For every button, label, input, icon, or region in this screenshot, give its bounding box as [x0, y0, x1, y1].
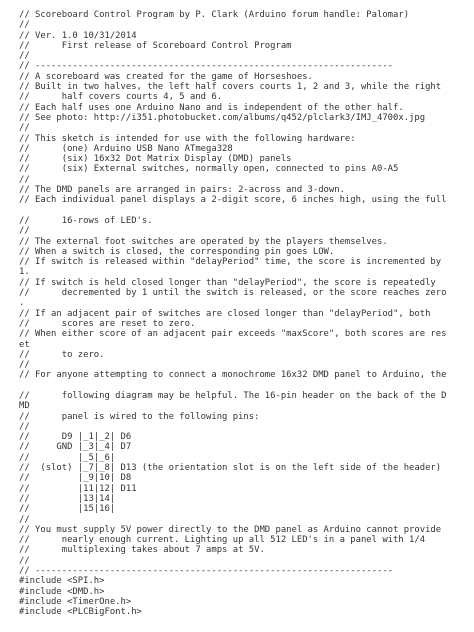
code-line: // |_9|10| D8	[19, 473, 132, 484]
code-line: //	[19, 555, 30, 566]
code-line: // Built in two halves, the left half covers courts 1, 2 and 3, while the right	[19, 82, 442, 93]
code-line: // First release of Scoreboard Control Program	[19, 40, 292, 51]
code-line: // Scoreboard Control Program by P. Clark (Arduino forum handle: Palomar)	[19, 10, 410, 20]
code-line: // A scoreboard was created for the game of Horseshoes.	[19, 71, 313, 82]
code-line: MD	[19, 401, 30, 412]
code-line: // panel is wired to the following pins:	[19, 411, 260, 422]
code-line: // If switch is released within "delayPeriod" time, the score is incremented by	[19, 257, 442, 268]
code-line: // The DMD panels are arranged in pairs: 2-across and 3-down.	[19, 185, 345, 196]
code-line: //	[19, 51, 30, 62]
code-line: // For anyone attempting to connect a monochrome 16x32 DMD panel to Arduino, the	[19, 370, 447, 381]
code-line: //	[19, 514, 30, 525]
code-line: #include <PLCBigFont.h>	[19, 607, 142, 618]
code-line: // half covers courts 4, 5 and 6.	[19, 92, 223, 103]
code-line: // (one) Arduino USB Nano ATmega328	[19, 143, 233, 154]
code-line: // decremented by 1 until the switch is released, or the score reaches zero	[19, 288, 447, 299]
code-line: #include <TimerOne.h>	[19, 596, 132, 607]
code-line: // D9 |_1|_2| D6	[19, 432, 132, 443]
code-line: // The external foot switches are operated by the players themselves.	[19, 236, 388, 247]
code-line: // This sketch is intended for use with the following hardware:	[19, 133, 356, 144]
code-line: // If switch is held closed longer than "delayPeriod", the score is repeatedly	[19, 277, 436, 288]
code-line: // (slot) |_7|_8| D13 (the orientation slot is on the left side of the header)	[19, 463, 442, 474]
code-line: // |11|12| D11	[19, 483, 137, 494]
code-line: // scores are reset to zero.	[19, 318, 196, 329]
code-line: // (six) 16x32 Dot Matrix Display (DMD) panels	[19, 154, 292, 165]
code-line: // -------------------------------------------------------------------	[19, 566, 394, 577]
code-line: // Ver. 1.0 10/31/2014	[19, 30, 137, 41]
code-line: // You must supply 5V power directly to the DMD panel as Arduino cannot provide	[19, 524, 442, 535]
code-line: // (six) External switches, normally open, connected to pins A0-A5	[19, 164, 399, 175]
code-line: // GND |_3|_4| D7	[19, 442, 132, 453]
code-line: #include <DMD.h>	[19, 586, 105, 597]
code-line: // -------------------------------------------------------------------	[19, 61, 394, 72]
code-line: 1.	[19, 267, 30, 278]
code-line: // to zero.	[19, 349, 105, 360]
code-line: //	[19, 123, 30, 134]
code-line: //	[19, 174, 30, 185]
code-line: // nearly enough current. Lighting up all 512 LED's in a panel with 1/4	[19, 535, 426, 546]
code-line: // |15|16|	[19, 504, 116, 515]
code-line: //	[19, 20, 30, 31]
code-line: // Each individual panel displays a 2-digit score, 6 inches high, using the full	[19, 195, 447, 206]
code-line: // |_5|_6|	[19, 452, 116, 463]
code-line: // following diagram may be helpful. The 16-pin header on the back of the D	[19, 390, 447, 401]
code-line: // If an adjacent pair of switches are closed longer than "delayPeriod", both	[19, 308, 431, 319]
code-line: //	[19, 226, 30, 237]
code-line: // When a switch is closed, the corresponding pin goes LOW.	[19, 246, 335, 257]
source-code-listing	[19, 10, 469, 618]
code-line: #include <SPI.h>	[19, 576, 105, 587]
code-line: // When either score of an adjacent pair exceeds "maxScore", both scores are res	[19, 329, 447, 340]
code-line: .	[19, 298, 25, 309]
code-line: // |13|14|	[19, 493, 116, 504]
code-line: //	[19, 421, 30, 432]
code-line: // 16-rows of LED's.	[19, 215, 153, 226]
code-line: // Each half uses one Arduino Nano and is independent of the other half.	[19, 102, 404, 113]
code-line	[19, 381, 469, 391]
code-line: //	[19, 360, 30, 371]
code-line: // See photo: http://i351.photobucket.com/albums/q452/plclark3/IMJ_4700x.jpg	[19, 112, 426, 123]
code-line	[19, 206, 469, 216]
code-line: et	[19, 339, 30, 350]
code-line: // multiplexing takes about 7 amps at 5V.	[19, 545, 265, 556]
